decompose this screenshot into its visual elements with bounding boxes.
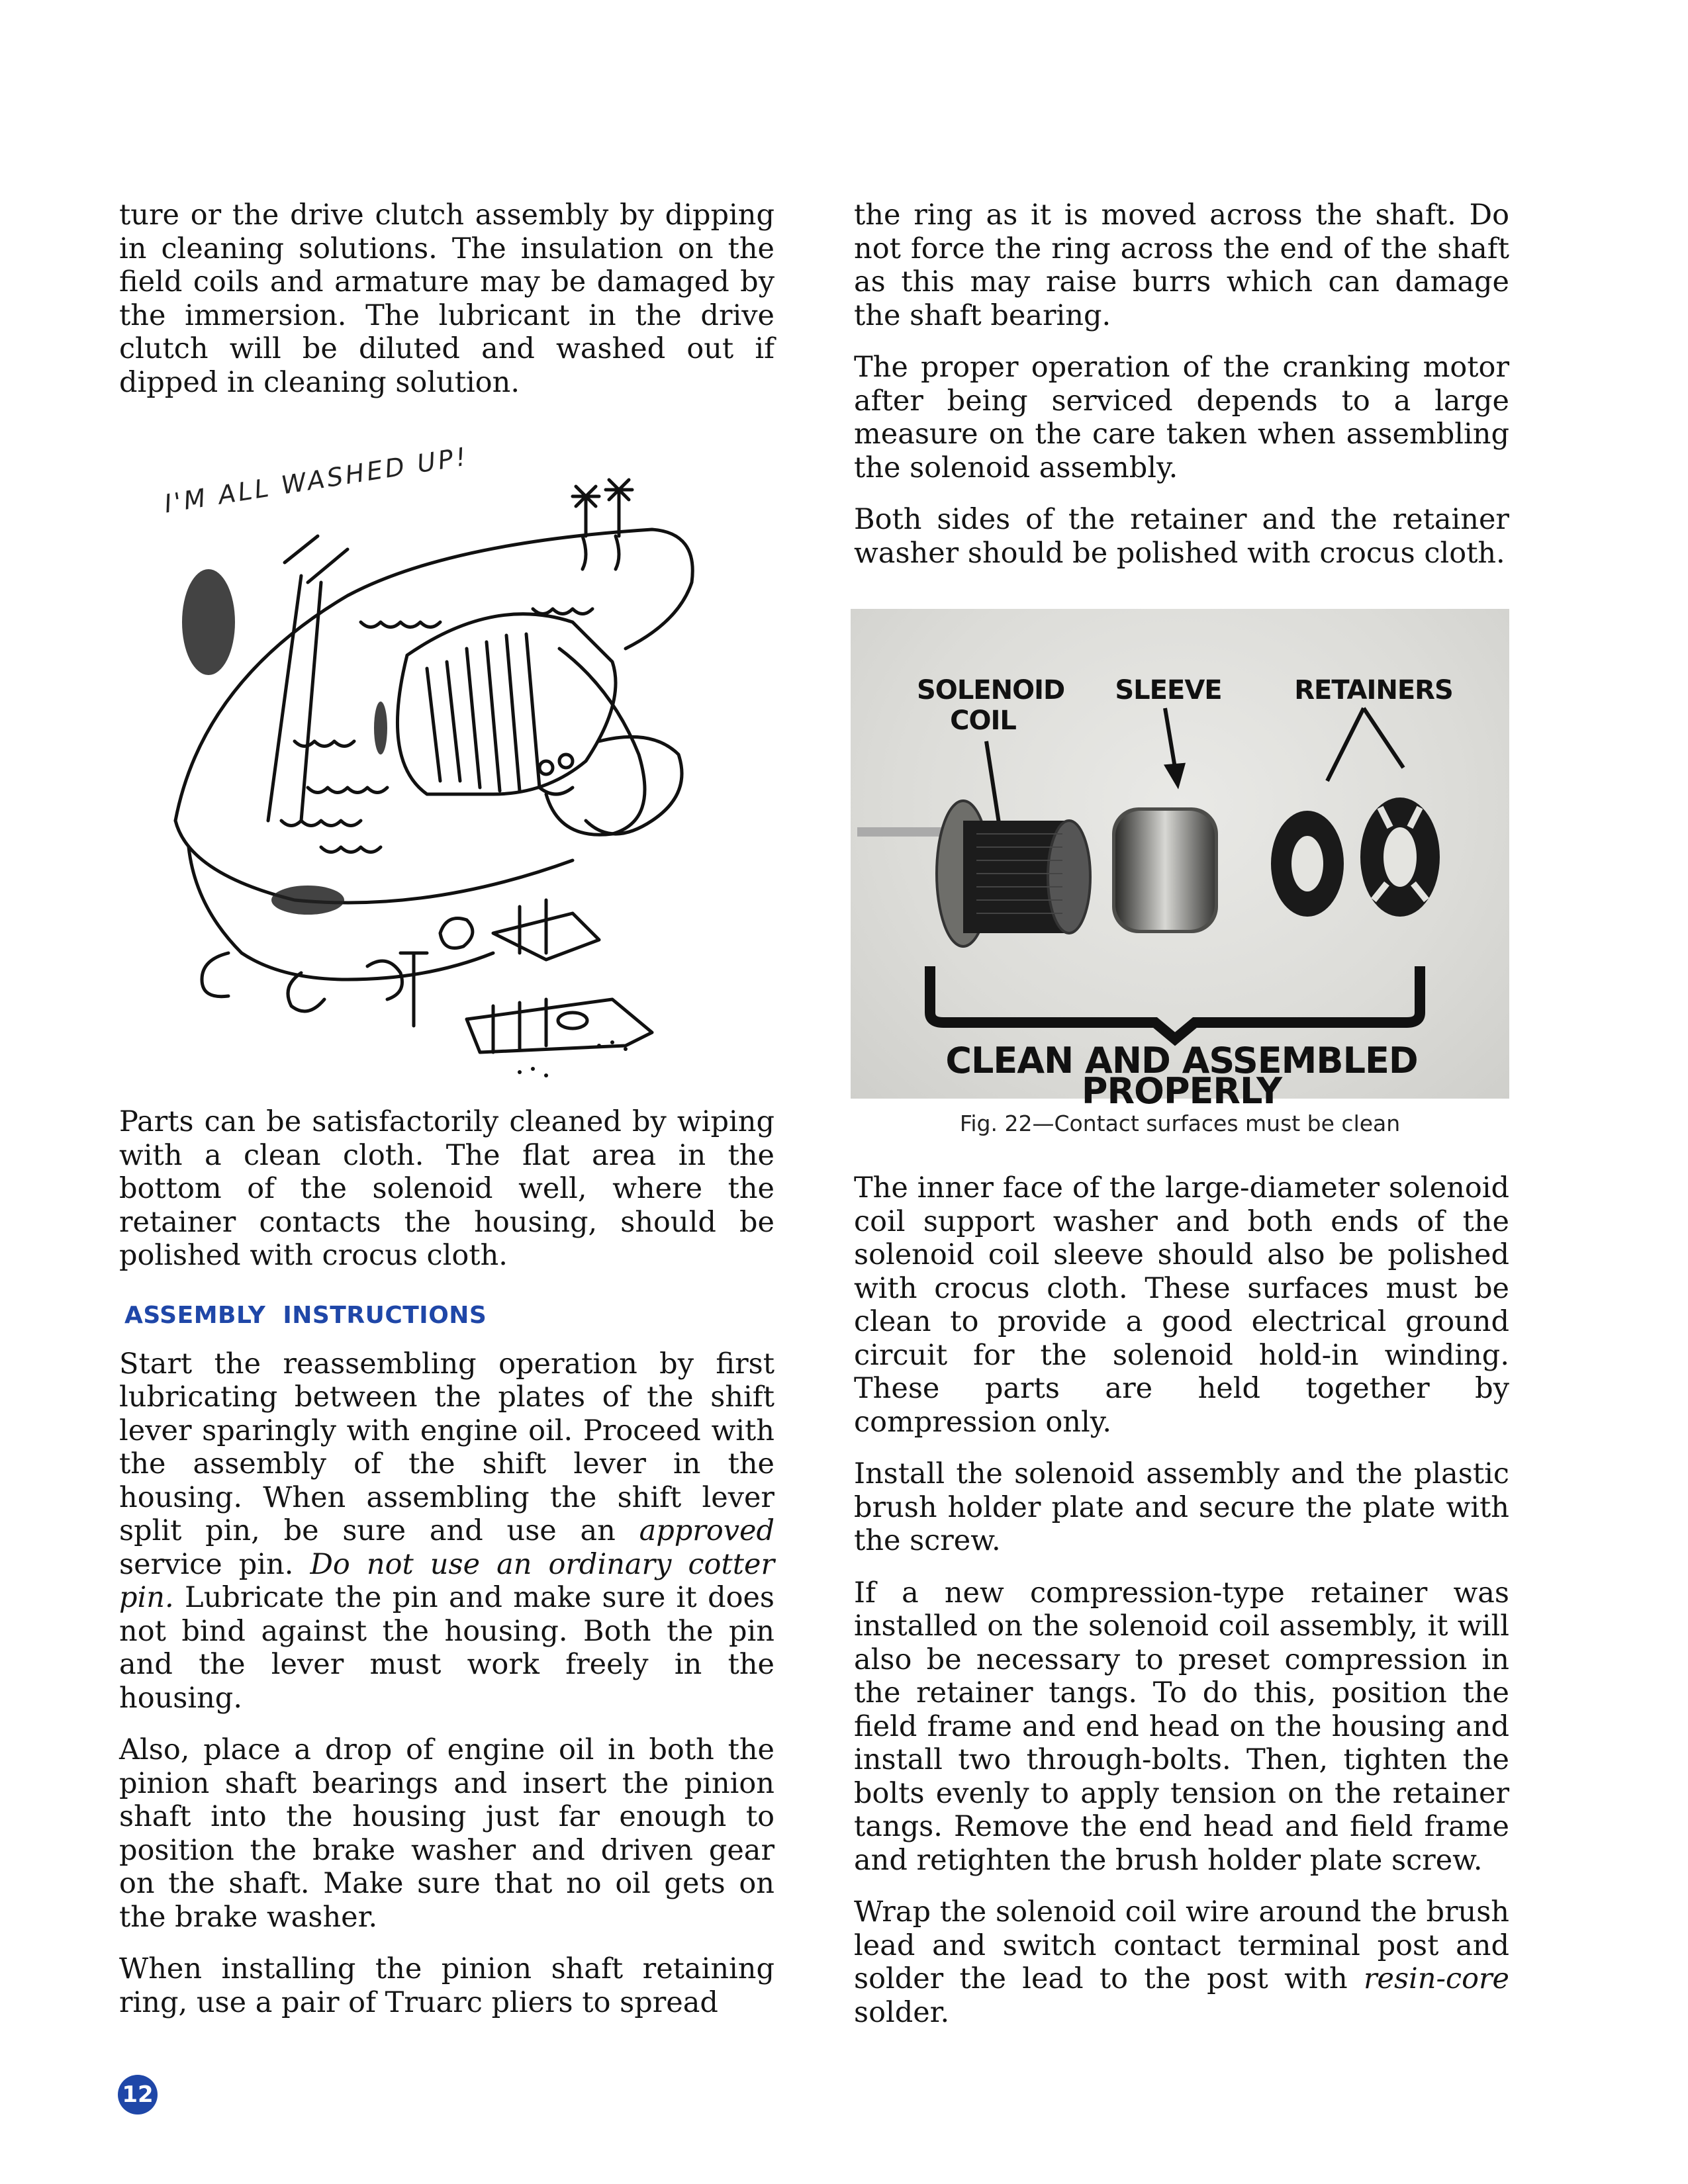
figure-caption: Fig. 22—Contact surfaces must be clean (959, 1111, 1401, 1136)
cartoon-caption: I'M ALL WASHED UP! (162, 441, 471, 519)
label-sleeve: SLEEVE (1115, 675, 1222, 705)
bathtub-cartoon-illustration (149, 450, 784, 1085)
left-column-lower (119, 1105, 774, 2019)
paragraph: the ring as it is moved across the shaft. Do not force the ring across the end of the shaft as this may raise burrs which can damage the shaft bearing. (854, 199, 1509, 332)
page-number-badge: 12 (118, 2075, 158, 2115)
text-run: Wrap the solenoid coil wire around the brush lead and switch contact terminal post and solder the lead to the post with (854, 1895, 1509, 1995)
paragraph: Parts can be satisfactorily cleaned by wiping with a clean cloth. The flat area in the bottom of the solenoid well, where the retainer contacts the housing, should be polished with crocus cloth. (119, 1105, 774, 1272)
paragraph: Both sides of the retainer and the retainer washer should be polished with crocus cloth. (854, 503, 1509, 570)
paragraph: The proper operation of the cranking motor after being serviced depends to a large measure on the care taken when assembling the solenoid assembly. (854, 351, 1509, 484)
text-emphasis: Do not use an ordinary cotter pin. (119, 1547, 774, 1614)
paragraph: When installing the pinion shaft retaining ring, use a pair of Truarc pliers to spread (119, 1952, 774, 2019)
paragraph (119, 1347, 774, 1715)
text-run: solder. (854, 1995, 950, 2029)
section-heading (124, 1302, 774, 1329)
paragraph: Also, place a drop of engine oil in both the pinion shaft bearings and insert the pinion shaft into the housing just far enough to position the brake washer and driven gear on the shaft. Make sure that no oil gets on the brake washer. (119, 1733, 774, 1934)
label-clean-assembled: CLEAN AND ASSEMBLED PROPERLY (945, 1040, 1418, 1112)
right-column-lower (854, 1171, 1509, 2029)
text-run: service pin. (119, 1547, 310, 1581)
photo-parts-drawing (851, 609, 1509, 1099)
paragraph: ture or the drive clutch assembly by dipping in cleaning solutions. The insulation on the field coils and armature may be damaged by the immersion. The lubricant in the drive clutch will be diluted and washed out if dipped in cleaning solution. (119, 199, 774, 399)
paragraph: The inner face of the large-diameter solenoid coil support washer and both ends of the solenoid coil sleeve should also be polished with crocus cloth. These surfaces must be clean to provide a good electrical ground circuit for the solenoid hold-in winding. These parts are held together by compression only. (854, 1171, 1509, 1439)
paragraph (854, 1895, 1509, 2029)
solenoid-parts-photo (851, 609, 1509, 1112)
left-column (119, 199, 774, 399)
paragraph: Install the solenoid assembly and the plastic brush holder plate and secure the plate with the screw. (854, 1457, 1509, 1557)
text-run: Lubricate the pin and make sure it does not bind against the housing. Both the pin and the lever must work freely in the housing. (119, 1581, 774, 1715)
label-retainers: RETAINERS (1294, 675, 1453, 705)
paragraph: If a new compression-type retainer was installed on the solenoid coil assembly, it will also be necessary to preset compression in the retainer tangs. To do this, position the field frame and end head on the housing and install two through-bolts. Then, tighten the bolts evenly to apply tension on the retainer tangs. Remove the end head and field frame and retighten the brush holder plate screw. (854, 1576, 1509, 1877)
text-run: Start the reassembling operation by first lubricating between the plates of the shift lever sparingly with engine oil. Proceed with the assembly of the shift lever in the housing. When assembling the shift lever split pin, be sure and use an (119, 1347, 774, 1547)
heading-word: ASSEMBLY (124, 1301, 266, 1329)
text-emphasis: approved (639, 1514, 774, 1547)
text-emphasis: resin-core (1363, 1962, 1509, 1995)
heading-word: INSTRUCTIONS (283, 1301, 487, 1329)
label-solenoid-coil: SOLENOID COIL (917, 675, 1065, 736)
right-column (854, 199, 1509, 570)
